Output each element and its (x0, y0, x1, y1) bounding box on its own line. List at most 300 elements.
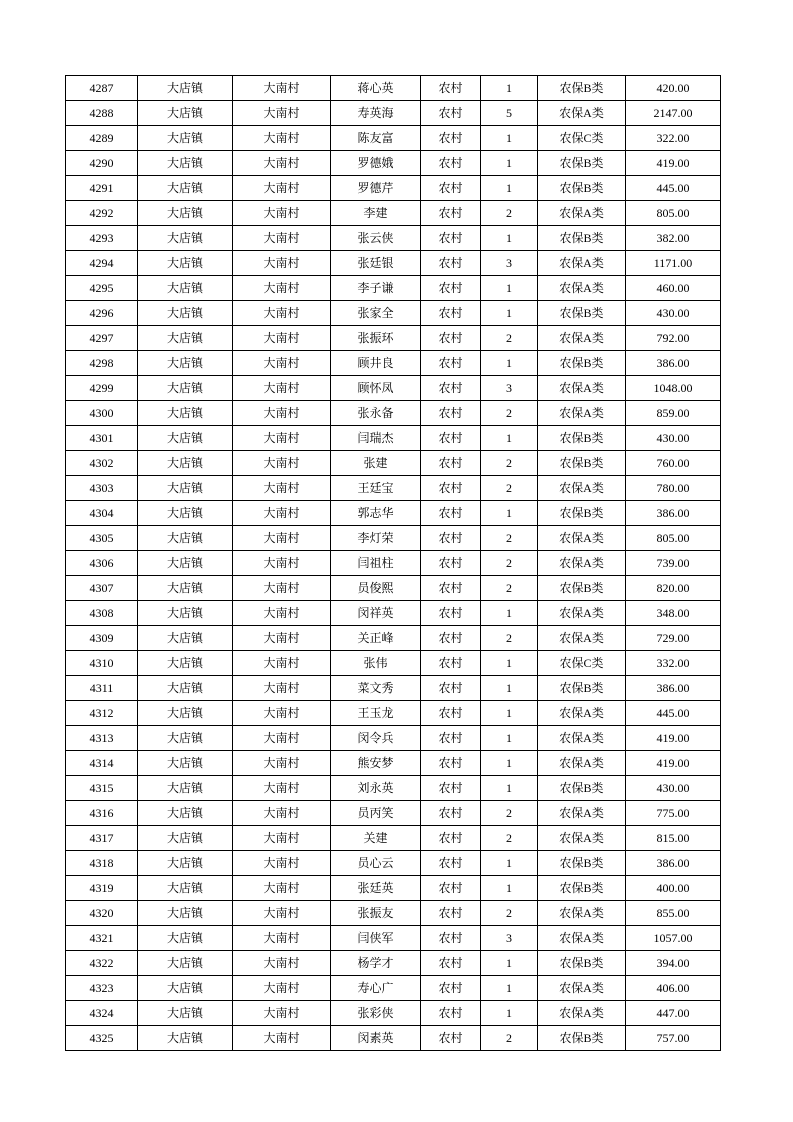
cell-persons: 1 (481, 276, 538, 301)
cell-persons: 1 (481, 226, 538, 251)
cell-serial: 4294 (66, 251, 138, 276)
cell-village: 大南村 (233, 826, 331, 851)
cell-residence: 农村 (421, 276, 481, 301)
cell-persons: 3 (481, 251, 538, 276)
cell-town: 大店镇 (138, 276, 233, 301)
cell-persons: 1 (481, 76, 538, 101)
table-row (66, 376, 721, 401)
cell-name: 闵令兵 (331, 726, 421, 751)
cell-residence: 农村 (421, 901, 481, 926)
cell-village: 大南村 (233, 501, 331, 526)
cell-amount: 805.00 (626, 526, 721, 551)
cell-name: 蒋心英 (331, 76, 421, 101)
cell-serial: 4323 (66, 976, 138, 1001)
cell-town: 大店镇 (138, 826, 233, 851)
cell-residence: 农村 (421, 426, 481, 451)
table-row (66, 776, 721, 801)
cell-residence: 农村 (421, 376, 481, 401)
cell-residence: 农村 (421, 401, 481, 426)
cell-category: 农保A类 (538, 201, 626, 226)
cell-persons: 1 (481, 426, 538, 451)
cell-village: 大南村 (233, 551, 331, 576)
cell-name: 郭志华 (331, 501, 421, 526)
cell-village: 大南村 (233, 426, 331, 451)
cell-town: 大店镇 (138, 101, 233, 126)
cell-town: 大店镇 (138, 426, 233, 451)
cell-serial: 4299 (66, 376, 138, 401)
table-row (66, 876, 721, 901)
cell-amount: 386.00 (626, 351, 721, 376)
cell-amount: 2147.00 (626, 101, 721, 126)
cell-serial: 4312 (66, 701, 138, 726)
cell-persons: 1 (481, 751, 538, 776)
table-row (66, 401, 721, 426)
cell-amount: 400.00 (626, 876, 721, 901)
cell-name: 员丙笑 (331, 801, 421, 826)
cell-name: 刘永英 (331, 776, 421, 801)
cell-serial: 4317 (66, 826, 138, 851)
cell-residence: 农村 (421, 501, 481, 526)
cell-village: 大南村 (233, 76, 331, 101)
cell-amount: 729.00 (626, 626, 721, 651)
cell-residence: 农村 (421, 826, 481, 851)
table-row (66, 651, 721, 676)
table-row (66, 426, 721, 451)
cell-name: 王廷宝 (331, 476, 421, 501)
cell-village: 大南村 (233, 801, 331, 826)
cell-persons: 1 (481, 176, 538, 201)
cell-serial: 4293 (66, 226, 138, 251)
cell-amount: 420.00 (626, 76, 721, 101)
table-row (66, 251, 721, 276)
cell-amount: 815.00 (626, 826, 721, 851)
cell-town: 大店镇 (138, 351, 233, 376)
cell-serial: 4321 (66, 926, 138, 951)
cell-persons: 2 (481, 401, 538, 426)
cell-serial: 4309 (66, 626, 138, 651)
cell-village: 大南村 (233, 576, 331, 601)
cell-category: 农保B类 (538, 576, 626, 601)
cell-serial: 4304 (66, 501, 138, 526)
cell-persons: 1 (481, 776, 538, 801)
cell-residence: 农村 (421, 126, 481, 151)
cell-persons: 1 (481, 1001, 538, 1026)
cell-town: 大店镇 (138, 376, 233, 401)
cell-amount: 775.00 (626, 801, 721, 826)
cell-category: 农保A类 (538, 476, 626, 501)
cell-name: 寿英海 (331, 101, 421, 126)
table-row (66, 901, 721, 926)
cell-residence: 农村 (421, 701, 481, 726)
cell-category: 农保A类 (538, 601, 626, 626)
cell-serial: 4310 (66, 651, 138, 676)
cell-town: 大店镇 (138, 976, 233, 1001)
cell-serial: 4303 (66, 476, 138, 501)
cell-persons: 1 (481, 701, 538, 726)
cell-name: 张家全 (331, 301, 421, 326)
cell-amount: 322.00 (626, 126, 721, 151)
cell-persons: 1 (481, 676, 538, 701)
cell-amount: 780.00 (626, 476, 721, 501)
cell-village: 大南村 (233, 951, 331, 976)
cell-residence: 农村 (421, 176, 481, 201)
cell-residence: 农村 (421, 776, 481, 801)
cell-amount: 348.00 (626, 601, 721, 626)
cell-town: 大店镇 (138, 201, 233, 226)
cell-serial: 4295 (66, 276, 138, 301)
cell-town: 大店镇 (138, 476, 233, 501)
cell-town: 大店镇 (138, 951, 233, 976)
cell-persons: 2 (481, 326, 538, 351)
cell-town: 大店镇 (138, 251, 233, 276)
cell-name: 菜文秀 (331, 676, 421, 701)
cell-category: 农保B类 (538, 301, 626, 326)
table-row (66, 326, 721, 351)
table-row (66, 476, 721, 501)
cell-village: 大南村 (233, 201, 331, 226)
cell-name: 张振环 (331, 326, 421, 351)
table-row (66, 976, 721, 1001)
cell-persons: 1 (481, 151, 538, 176)
cell-persons: 1 (481, 851, 538, 876)
cell-category: 农保A类 (538, 801, 626, 826)
cell-name: 王玉龙 (331, 701, 421, 726)
cell-name: 顾怀凤 (331, 376, 421, 401)
cell-amount: 430.00 (626, 776, 721, 801)
cell-village: 大南村 (233, 1026, 331, 1051)
table-body (66, 76, 721, 1051)
cell-residence: 农村 (421, 351, 481, 376)
cell-town: 大店镇 (138, 1026, 233, 1051)
cell-category: 农保A类 (538, 101, 626, 126)
cell-category: 农保B类 (538, 176, 626, 201)
cell-name: 李子谦 (331, 276, 421, 301)
cell-name: 张建 (331, 451, 421, 476)
cell-village: 大南村 (233, 451, 331, 476)
cell-persons: 2 (481, 201, 538, 226)
cell-category: 农保C类 (538, 651, 626, 676)
cell-village: 大南村 (233, 626, 331, 651)
cell-persons: 5 (481, 101, 538, 126)
cell-town: 大店镇 (138, 651, 233, 676)
cell-serial: 4290 (66, 151, 138, 176)
cell-name: 闫祖柱 (331, 551, 421, 576)
cell-category: 农保A类 (538, 526, 626, 551)
cell-serial: 4316 (66, 801, 138, 826)
table-row (66, 1001, 721, 1026)
cell-residence: 农村 (421, 926, 481, 951)
cell-name: 闫瑞杰 (331, 426, 421, 451)
cell-persons: 2 (481, 551, 538, 576)
cell-amount: 332.00 (626, 651, 721, 676)
table-row (66, 101, 721, 126)
cell-name: 员心云 (331, 851, 421, 876)
cell-name: 关正峰 (331, 626, 421, 651)
cell-village: 大南村 (233, 976, 331, 1001)
cell-village: 大南村 (233, 526, 331, 551)
table-row (66, 926, 721, 951)
cell-village: 大南村 (233, 151, 331, 176)
cell-category: 农保B类 (538, 351, 626, 376)
table-row (66, 301, 721, 326)
cell-town: 大店镇 (138, 551, 233, 576)
cell-serial: 4322 (66, 951, 138, 976)
cell-category: 农保A类 (538, 551, 626, 576)
cell-name: 熊安梦 (331, 751, 421, 776)
cell-town: 大店镇 (138, 876, 233, 901)
table-row (66, 601, 721, 626)
cell-category: 农保A类 (538, 826, 626, 851)
cell-serial: 4313 (66, 726, 138, 751)
table-row (66, 701, 721, 726)
cell-category: 农保B类 (538, 451, 626, 476)
cell-town: 大店镇 (138, 776, 233, 801)
cell-village: 大南村 (233, 651, 331, 676)
table-row (66, 826, 721, 851)
cell-persons: 1 (481, 651, 538, 676)
table-row (66, 551, 721, 576)
cell-persons: 1 (481, 976, 538, 1001)
cell-name: 员俊熙 (331, 576, 421, 601)
cell-town: 大店镇 (138, 301, 233, 326)
cell-amount: 760.00 (626, 451, 721, 476)
cell-category: 农保B类 (538, 426, 626, 451)
cell-amount: 792.00 (626, 326, 721, 351)
cell-category: 农保A类 (538, 251, 626, 276)
cell-category: 农保A类 (538, 1001, 626, 1026)
cell-village: 大南村 (233, 351, 331, 376)
table-row (66, 951, 721, 976)
cell-persons: 2 (481, 526, 538, 551)
cell-residence: 农村 (421, 476, 481, 501)
cell-name: 张彩侠 (331, 1001, 421, 1026)
cell-village: 大南村 (233, 251, 331, 276)
cell-persons: 2 (481, 1026, 538, 1051)
cell-amount: 445.00 (626, 176, 721, 201)
cell-serial: 4302 (66, 451, 138, 476)
cell-amount: 406.00 (626, 976, 721, 1001)
table-row (66, 726, 721, 751)
cell-town: 大店镇 (138, 726, 233, 751)
table-row (66, 851, 721, 876)
cell-village: 大南村 (233, 326, 331, 351)
cell-name: 关建 (331, 826, 421, 851)
cell-persons: 1 (481, 726, 538, 751)
cell-town: 大店镇 (138, 401, 233, 426)
cell-town: 大店镇 (138, 526, 233, 551)
cell-amount: 1057.00 (626, 926, 721, 951)
cell-persons: 2 (481, 901, 538, 926)
cell-residence: 农村 (421, 451, 481, 476)
cell-category: 农保B类 (538, 76, 626, 101)
benefits-table (65, 75, 721, 1051)
cell-category: 农保A类 (538, 751, 626, 776)
cell-serial: 4305 (66, 526, 138, 551)
cell-amount: 820.00 (626, 576, 721, 601)
cell-persons: 2 (481, 801, 538, 826)
cell-serial: 4325 (66, 1026, 138, 1051)
cell-category: 农保A类 (538, 401, 626, 426)
cell-town: 大店镇 (138, 501, 233, 526)
table-row (66, 201, 721, 226)
cell-serial: 4311 (66, 676, 138, 701)
cell-residence: 农村 (421, 851, 481, 876)
cell-amount: 419.00 (626, 726, 721, 751)
cell-village: 大南村 (233, 101, 331, 126)
table-row (66, 626, 721, 651)
cell-residence: 农村 (421, 951, 481, 976)
cell-category: 农保B类 (538, 676, 626, 701)
cell-serial: 4315 (66, 776, 138, 801)
cell-persons: 1 (481, 351, 538, 376)
cell-category: 农保A类 (538, 976, 626, 1001)
cell-name: 杨学才 (331, 951, 421, 976)
table-row (66, 76, 721, 101)
cell-serial: 4296 (66, 301, 138, 326)
cell-persons: 3 (481, 926, 538, 951)
cell-town: 大店镇 (138, 851, 233, 876)
cell-persons: 1 (481, 301, 538, 326)
table-row (66, 151, 721, 176)
cell-category: 农保B类 (538, 876, 626, 901)
cell-name: 张云侠 (331, 226, 421, 251)
cell-serial: 4289 (66, 126, 138, 151)
cell-name: 罗德芹 (331, 176, 421, 201)
cell-village: 大南村 (233, 601, 331, 626)
cell-category: 农保A类 (538, 276, 626, 301)
cell-serial: 4287 (66, 76, 138, 101)
cell-village: 大南村 (233, 676, 331, 701)
cell-name: 张永备 (331, 401, 421, 426)
cell-village: 大南村 (233, 876, 331, 901)
cell-name: 闵祥英 (331, 601, 421, 626)
cell-town: 大店镇 (138, 326, 233, 351)
cell-name: 李建 (331, 201, 421, 226)
cell-residence: 农村 (421, 101, 481, 126)
cell-residence: 农村 (421, 651, 481, 676)
table-row (66, 226, 721, 251)
cell-category: 农保A类 (538, 926, 626, 951)
cell-village: 大南村 (233, 851, 331, 876)
cell-town: 大店镇 (138, 676, 233, 701)
cell-amount: 386.00 (626, 851, 721, 876)
cell-name: 闫侠军 (331, 926, 421, 951)
table-row (66, 801, 721, 826)
cell-residence: 农村 (421, 526, 481, 551)
cell-residence: 农村 (421, 551, 481, 576)
cell-residence: 农村 (421, 201, 481, 226)
cell-amount: 805.00 (626, 201, 721, 226)
cell-name: 罗德娥 (331, 151, 421, 176)
cell-amount: 386.00 (626, 676, 721, 701)
cell-residence: 农村 (421, 301, 481, 326)
cell-residence: 农村 (421, 676, 481, 701)
cell-serial: 4307 (66, 576, 138, 601)
cell-town: 大店镇 (138, 226, 233, 251)
cell-persons: 2 (481, 826, 538, 851)
cell-village: 大南村 (233, 901, 331, 926)
cell-village: 大南村 (233, 401, 331, 426)
cell-residence: 农村 (421, 726, 481, 751)
cell-residence: 农村 (421, 601, 481, 626)
cell-persons: 1 (481, 501, 538, 526)
cell-serial: 4298 (66, 351, 138, 376)
cell-village: 大南村 (233, 1001, 331, 1026)
cell-category: 农保B类 (538, 776, 626, 801)
cell-serial: 4291 (66, 176, 138, 201)
cell-amount: 430.00 (626, 301, 721, 326)
cell-serial: 4308 (66, 601, 138, 626)
cell-amount: 386.00 (626, 501, 721, 526)
table-row (66, 676, 721, 701)
cell-town: 大店镇 (138, 126, 233, 151)
cell-amount: 382.00 (626, 226, 721, 251)
cell-name: 李灯荣 (331, 526, 421, 551)
cell-amount: 447.00 (626, 1001, 721, 1026)
cell-town: 大店镇 (138, 76, 233, 101)
cell-residence: 农村 (421, 251, 481, 276)
cell-serial: 4292 (66, 201, 138, 226)
cell-amount: 445.00 (626, 701, 721, 726)
cell-residence: 农村 (421, 226, 481, 251)
cell-residence: 农村 (421, 1001, 481, 1026)
cell-village: 大南村 (233, 276, 331, 301)
cell-amount: 739.00 (626, 551, 721, 576)
cell-serial: 4288 (66, 101, 138, 126)
cell-category: 农保B类 (538, 226, 626, 251)
cell-residence: 农村 (421, 876, 481, 901)
cell-category: 农保A类 (538, 901, 626, 926)
cell-serial: 4320 (66, 901, 138, 926)
table-row (66, 501, 721, 526)
cell-persons: 1 (481, 126, 538, 151)
cell-amount: 855.00 (626, 901, 721, 926)
cell-town: 大店镇 (138, 176, 233, 201)
cell-category: 农保A类 (538, 626, 626, 651)
cell-residence: 农村 (421, 801, 481, 826)
cell-persons: 2 (481, 576, 538, 601)
cell-village: 大南村 (233, 926, 331, 951)
cell-persons: 2 (481, 451, 538, 476)
cell-category: 农保B类 (538, 501, 626, 526)
table-row (66, 1026, 721, 1051)
cell-category: 农保A类 (538, 376, 626, 401)
cell-amount: 1171.00 (626, 251, 721, 276)
cell-residence: 农村 (421, 326, 481, 351)
cell-village: 大南村 (233, 126, 331, 151)
cell-amount: 757.00 (626, 1026, 721, 1051)
cell-serial: 4314 (66, 751, 138, 776)
cell-village: 大南村 (233, 301, 331, 326)
cell-village: 大南村 (233, 476, 331, 501)
cell-residence: 农村 (421, 76, 481, 101)
cell-persons: 1 (481, 601, 538, 626)
cell-town: 大店镇 (138, 926, 233, 951)
cell-serial: 4319 (66, 876, 138, 901)
cell-amount: 460.00 (626, 276, 721, 301)
cell-serial: 4318 (66, 851, 138, 876)
cell-name: 闵素英 (331, 1026, 421, 1051)
cell-amount: 859.00 (626, 401, 721, 426)
cell-residence: 农村 (421, 1026, 481, 1051)
cell-serial: 4324 (66, 1001, 138, 1026)
cell-village: 大南村 (233, 776, 331, 801)
cell-town: 大店镇 (138, 576, 233, 601)
cell-serial: 4306 (66, 551, 138, 576)
cell-category: 农保C类 (538, 126, 626, 151)
cell-town: 大店镇 (138, 151, 233, 176)
cell-town: 大店镇 (138, 601, 233, 626)
